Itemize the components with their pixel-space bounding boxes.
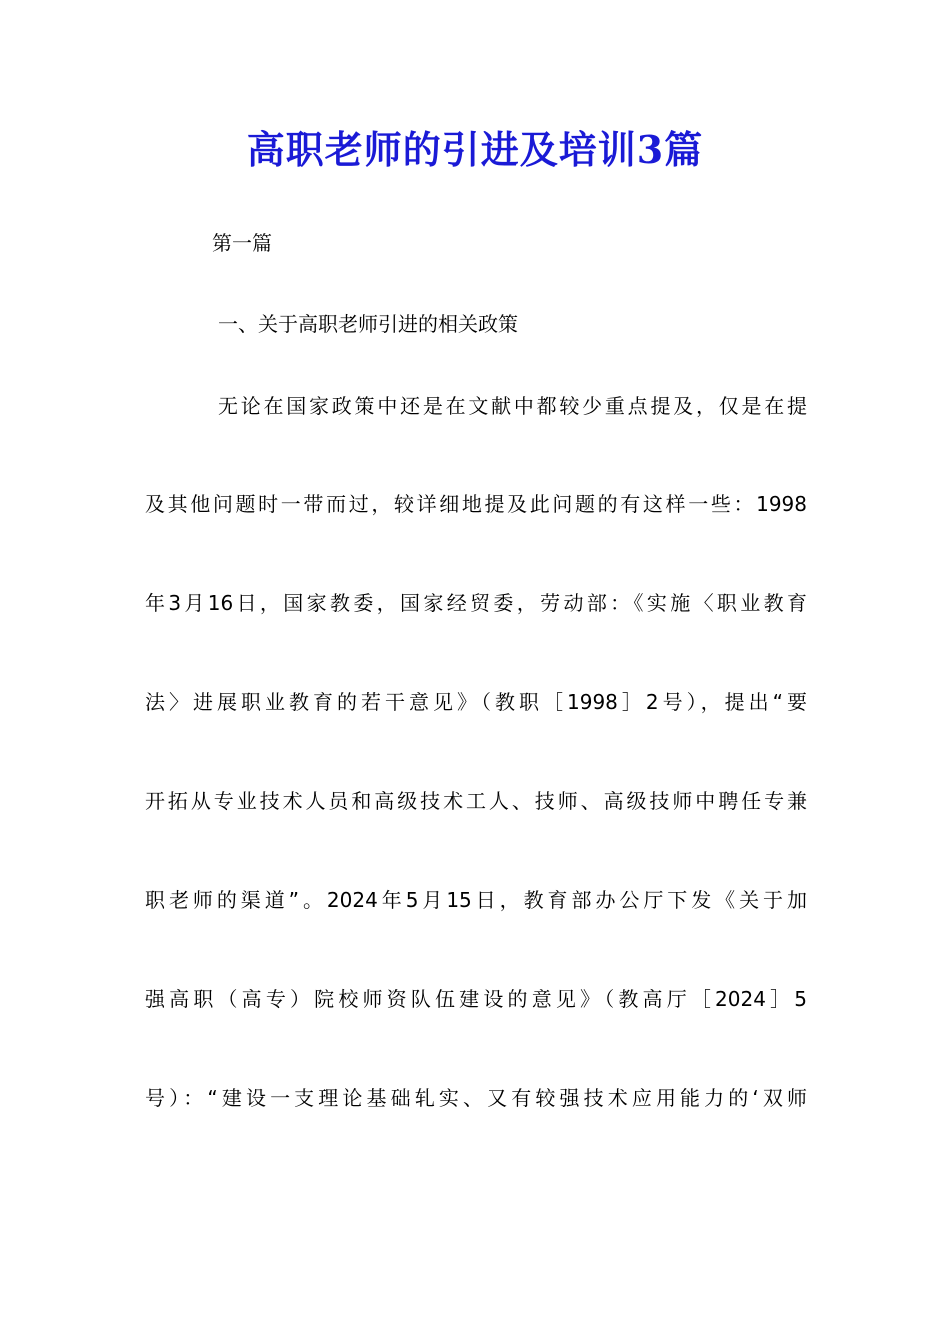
paragraph-line: 年3月16日，国家教委，国家经贸委，劳动部：《实施〈职业教育 <box>145 591 807 615</box>
paragraph-line: 法〉进展职业教育的若干意见》（教职［1998］2号），提出“要 <box>145 690 807 714</box>
paragraph-line: 无论在国家政策中还是在文献中都较少重点提及，仅是在提 <box>218 394 807 418</box>
paragraph-line: 开拓从专业技术人员和高级技术工人、技师、高级技师中聘任专兼 <box>145 789 807 813</box>
paragraph-line: 及其他问题时一带而过，较详细地提及此问题的有这样一些：1998 <box>145 492 807 516</box>
section-heading: 一、关于高职老师引进的相关政策 <box>218 312 518 336</box>
paragraph-line: 号）：“建设一支理论基础轧实、又有较强技术应用能力的‘双师 <box>145 1086 807 1110</box>
paragraph-line: 强高职（高专）院校师资队伍建设的意见》（教高厅［2024］5 <box>145 987 807 1011</box>
paragraph-line: 职老师的渠道”。2024年5月15日，教育部办公厅下发《关于加 <box>145 888 807 912</box>
part-label: 第一篇 <box>212 231 272 255</box>
document-title: 高职老师的引进及培训3篇 <box>246 127 704 172</box>
